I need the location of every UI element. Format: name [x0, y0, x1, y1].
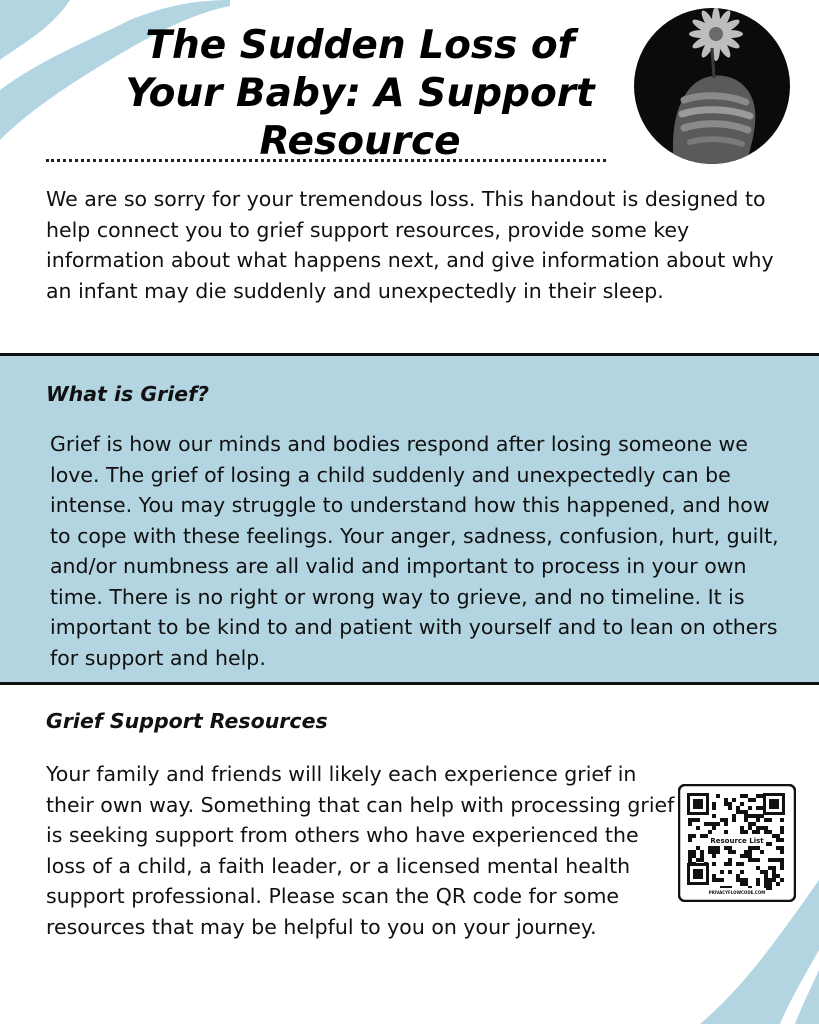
what-is-grief-section — [0, 353, 819, 685]
page-title: The Sudden Loss of Your Baby: A Support Resource — [125, 23, 595, 164]
grief-paragraph: Grief is how our minds and bodies respond after losing someone we love. The grief of losing a child suddenly and unexpectedly can be intense. You may struggle to understand how this happened, and how to cope with these feelings. Your anger, sadness, confusion, hurt, guilt, and/or numbness are all valid and important to process in your own time. There is no right or wrong way to grieve, and no timeline. It is important to be kind to and patient with yourself and to lean on others for support and help. — [50, 432, 779, 670]
dotted-divider — [46, 159, 606, 162]
intro-paragraph: We are so sorry for your tremendous loss. This handout is designed to help connect you to grief support resources, provide some key information about what happens next, and give information about why an infant may die suddenly and unexpectedly in their sleep. — [46, 187, 774, 303]
grief-heading: What is Grief? — [46, 382, 210, 406]
resources-heading: Grief Support Resources — [46, 709, 328, 733]
resources-paragraph: Your family and friends will likely each experience grief in their own way. Something that can help with processing grief is seeking support from others who have experienced the loss of a child, a faith leader, or a licensed mental health support professional. Please scan the QR code for some resources that may be helpful to you on your journey. — [46, 762, 675, 939]
resource-qr-code[interactable] — [678, 784, 796, 902]
qr-label: Resource List — [710, 837, 764, 845]
hands-flower-photo — [634, 8, 790, 164]
top-left-wave — [0, 0, 70, 60]
qr-footer: PRIVACYFLOWCODE.COM — [708, 890, 766, 895]
